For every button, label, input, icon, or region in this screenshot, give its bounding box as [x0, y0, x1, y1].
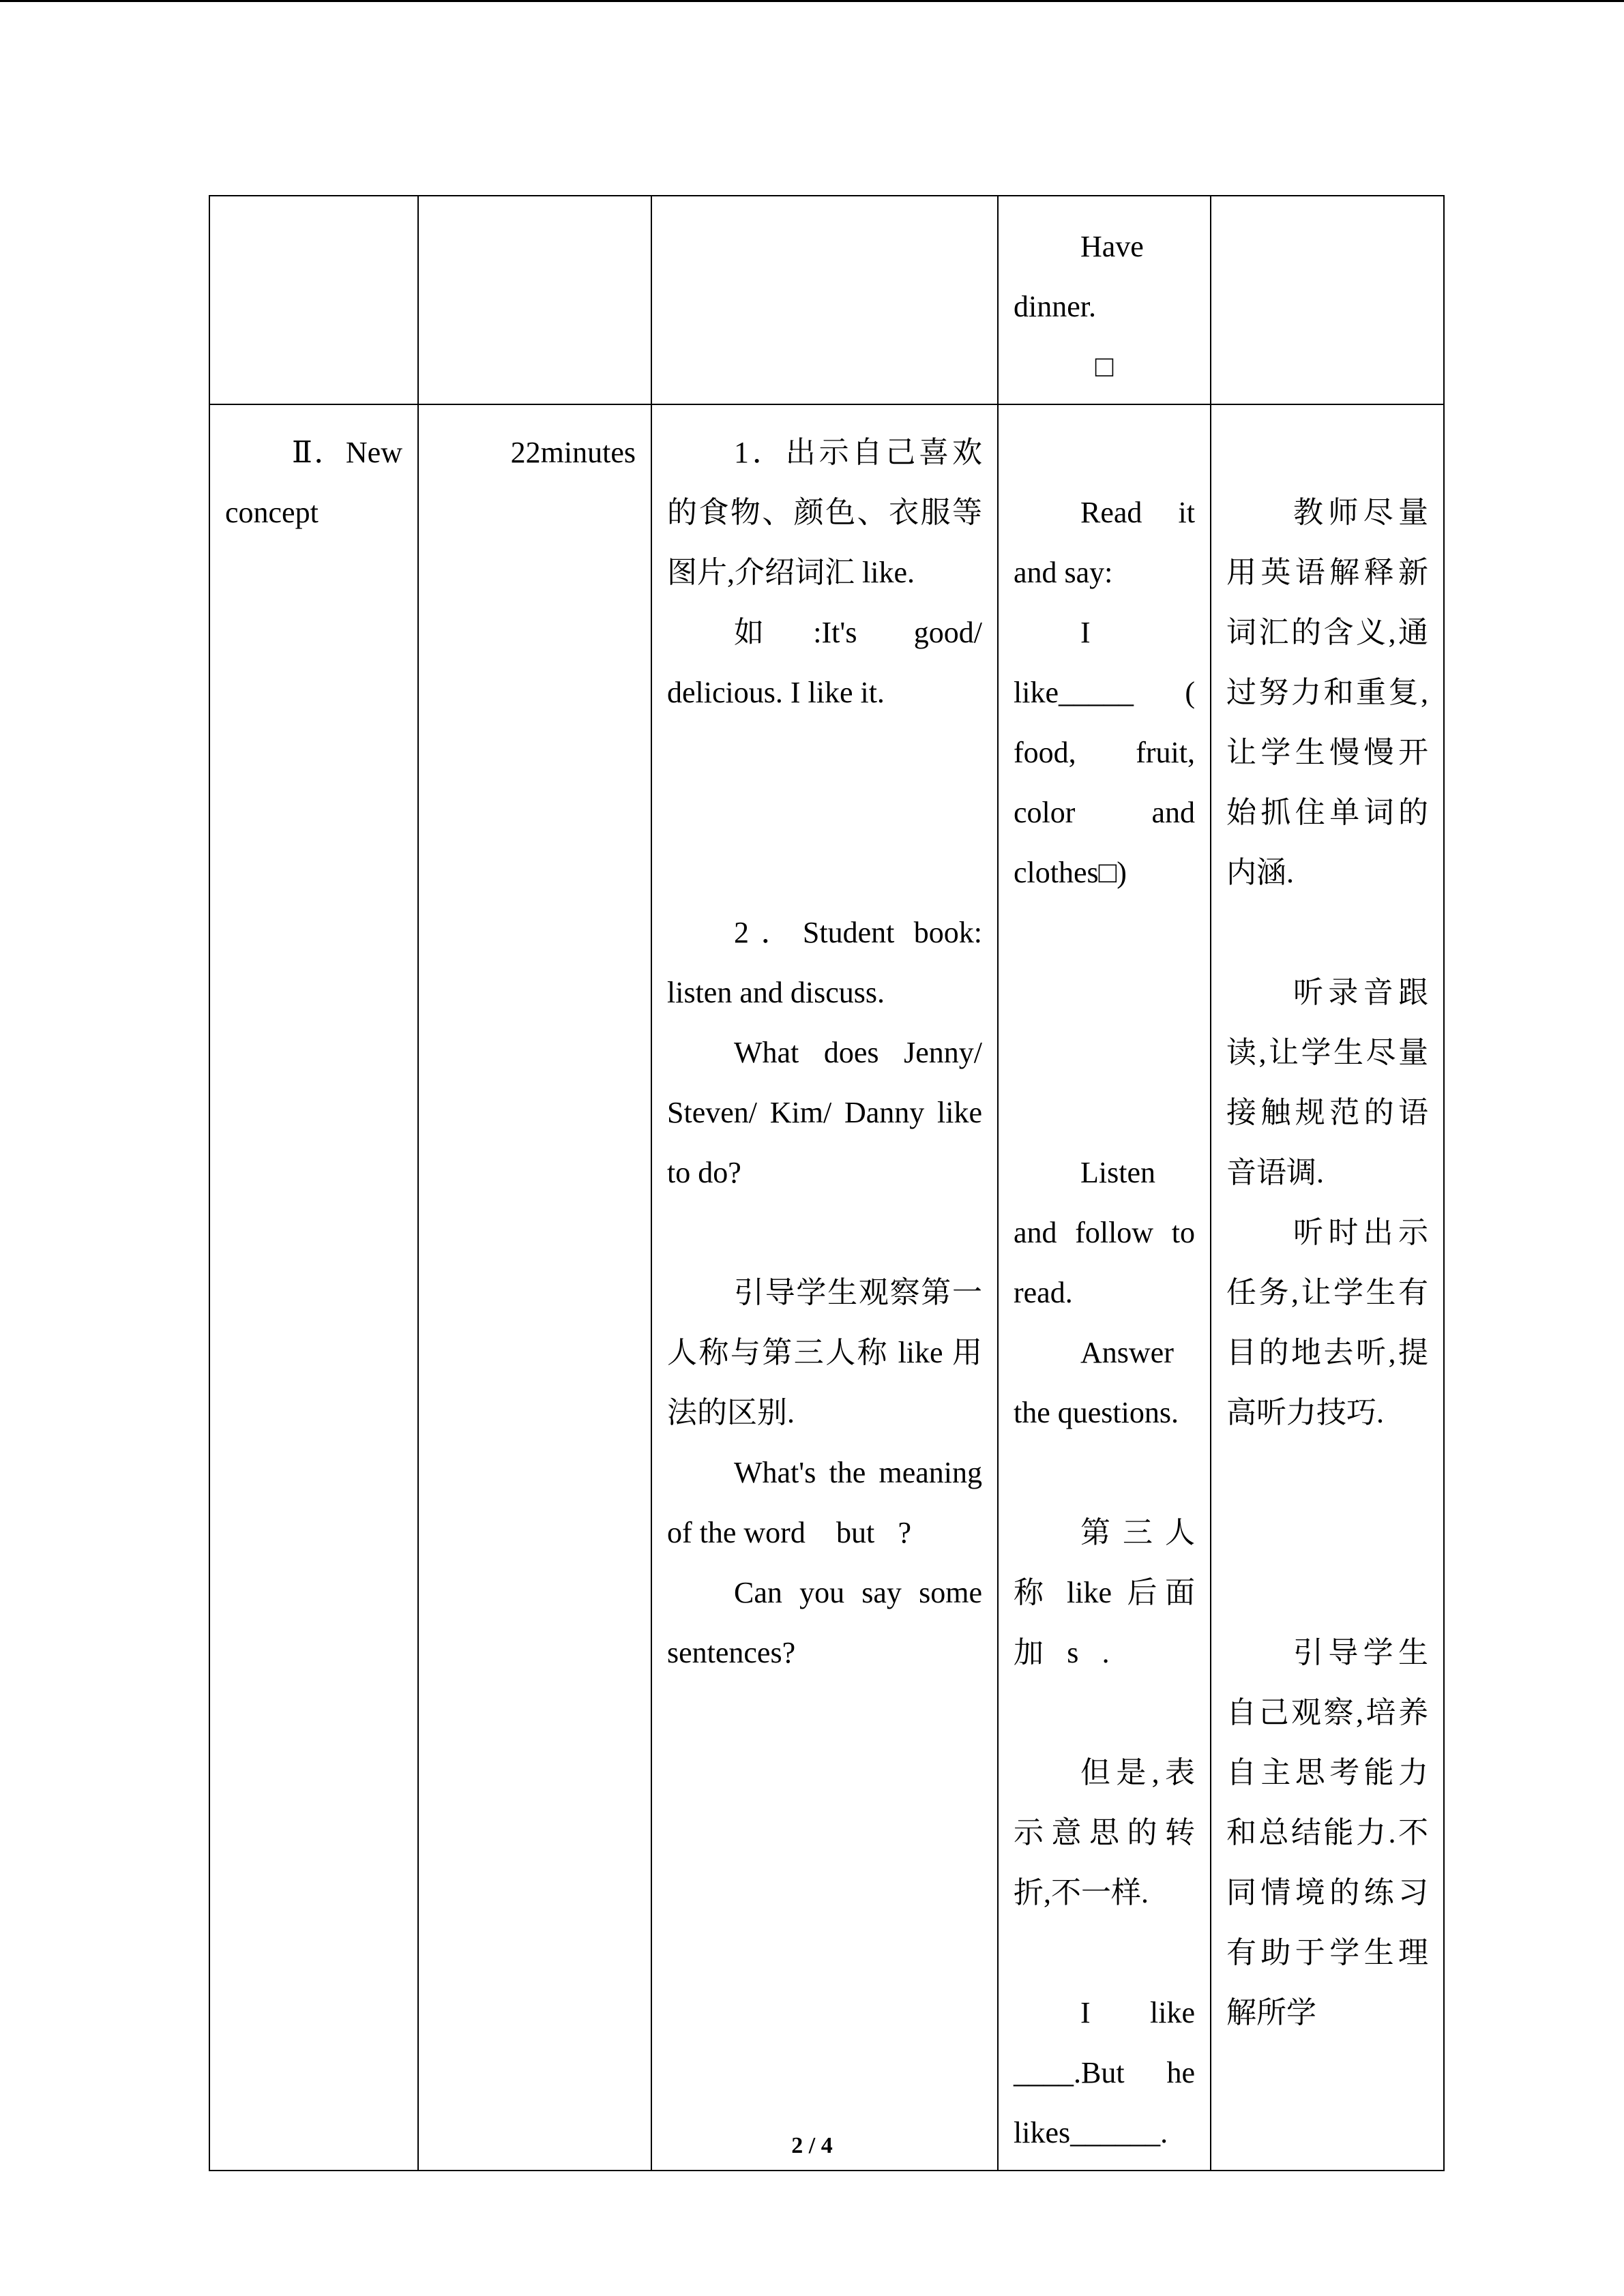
- student-answer: Answer the questions.: [1014, 1336, 1179, 1429]
- teacher-example: 如:It's good/ delicious. I like it.: [667, 616, 982, 709]
- step-label: Ⅱ．New concept: [225, 436, 402, 529]
- teacher-step-2: 2．Student book: listen and discuss.: [667, 916, 982, 1009]
- student-third-person: 第三人称 like 后面加 s .: [1014, 1516, 1195, 1669]
- table-row: [209, 196, 1444, 404]
- teacher-question: What does Jenny/ Steven/ Kim/ Danny like to do?: [667, 1036, 982, 1189]
- teacher-step-1: 1．出示自己喜欢的食物、颜色、衣服等图片,介绍词汇 like.: [667, 436, 982, 589]
- purpose-cell: [1211, 196, 1444, 404]
- page-number: 2 / 4: [791, 2133, 833, 2158]
- lesson-plan-table: [209, 195, 1445, 2171]
- teacher-guide: 引导学生观察第一人称与第三人称 like 用法的区别.: [667, 1276, 982, 1429]
- step-cell: [209, 196, 418, 404]
- purpose-listening: 听录音跟读,让学生尽量接触规范的语音语调.: [1226, 976, 1428, 1189]
- student-activity-cell: [998, 404, 1211, 2171]
- teacher-activity-cell: [651, 196, 998, 404]
- purpose-observation: 引导学生自己观察,培养自主思考能力和总结能力.不同情境的练习有助于学生理解所学: [1226, 1636, 1428, 2029]
- student-example-sentence: I like ____.But he likes______.: [1014, 1996, 1195, 2149]
- purpose-vocabulary: 教师尽量用英语解释新词汇的含义,通过努力和重复,让学生慢慢开始抓住单词的内涵.: [1226, 496, 1428, 889]
- student-but-meaning: 但是,表示意思的转折,不一样.: [1014, 1756, 1195, 1909]
- step-cell: [209, 404, 418, 2171]
- time-label: 22minutes: [510, 436, 636, 469]
- student-i-like: I like_____ ( food, fruit, color and clothes□): [1014, 616, 1195, 889]
- table-row: [209, 404, 1444, 2171]
- top-border-line: [0, 0, 1624, 2]
- missing-glyph: □: [1095, 350, 1114, 383]
- teacher-but-question: What's the meaning of the word  but ?: [667, 1456, 982, 1549]
- have-text: Have: [1080, 230, 1144, 263]
- dinner-text: dinner.: [1014, 290, 1096, 323]
- time-cell: [418, 404, 651, 2171]
- purpose-task: 听时出示任务,让学生有目的地去听,提高听力技巧.: [1226, 1216, 1428, 1429]
- time-cell: [418, 196, 651, 404]
- student-listen-follow: Listen and follow to read.: [1014, 1156, 1195, 1309]
- teacher-sentences-question: Can you say some sentences?: [667, 1576, 982, 1669]
- teacher-activity-cell: [651, 404, 998, 2171]
- purpose-cell: [1211, 404, 1444, 2171]
- student-activity-cell: [998, 196, 1211, 404]
- student-read-say: Read it and say:: [1014, 496, 1195, 589]
